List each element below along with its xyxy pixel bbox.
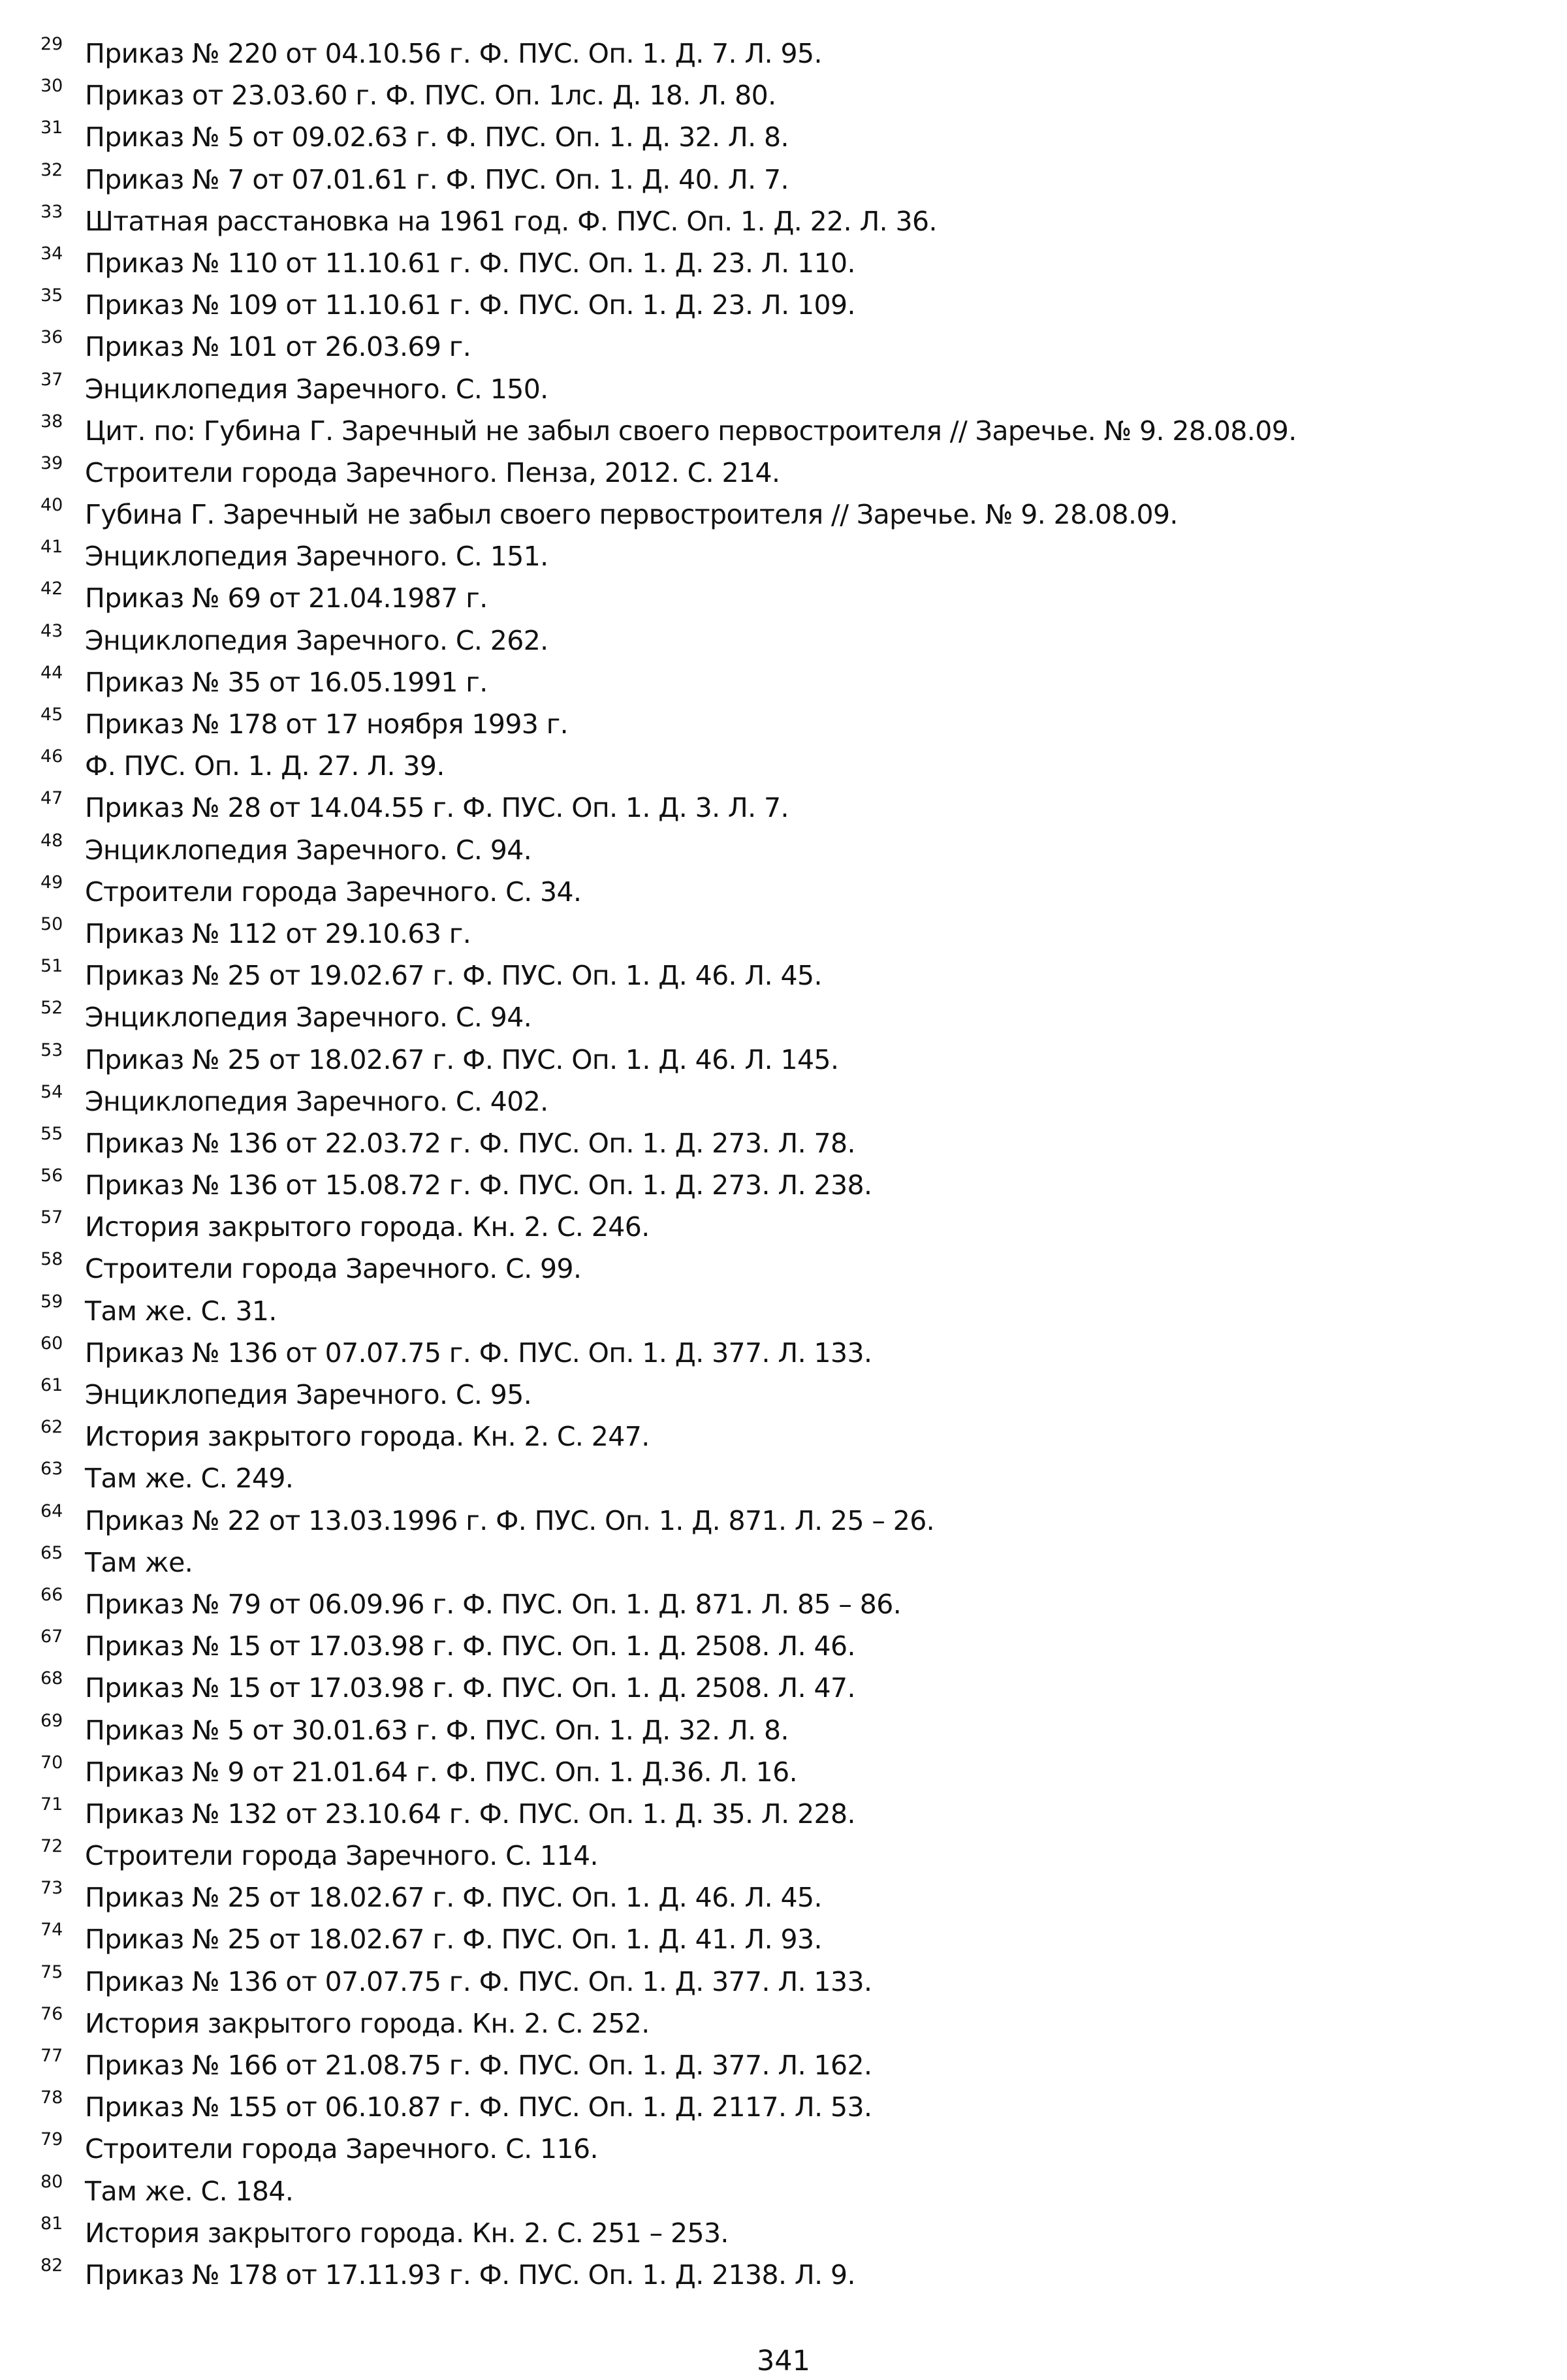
footnote-item (37, 2170, 1538, 2212)
footnote-number: 61 (40, 1375, 63, 1395)
footnote-text: Приказ № 220 от 04.10.56 г. Ф. ПУС. Оп. 1. Д. 7. Л. 95. (85, 38, 822, 69)
footnote-text: Приказ № 25 от 18.02.67 г. Ф. ПУС. Оп. 1. Д. 46. Л. 145. (85, 1043, 839, 1075)
footnote-number: 49 (40, 872, 63, 893)
footnote-item (37, 159, 1538, 200)
footnote-text: Строители города Заречного. Пенза, 2012. С. 214. (85, 456, 780, 488)
footnote-item (37, 2044, 1538, 2086)
footnote-number: 57 (40, 1207, 63, 1228)
footnote-item (37, 116, 1538, 158)
footnote-number: 64 (40, 1500, 63, 1521)
footnote-number: 63 (40, 1459, 63, 1480)
footnote-text: Приказ № 155 от 06.10.87 г. Ф. ПУС. Оп. 1. Д. 2117. Л. 53. (85, 2091, 872, 2123)
footnote-item (37, 2086, 1538, 2128)
footnote-item (37, 1164, 1538, 1206)
footnote-number: 55 (40, 1123, 63, 1144)
footnote-text: Строители города Заречного. С. 116. (85, 2133, 598, 2165)
footnote-item (37, 577, 1538, 619)
footnote-text: Приказ № 25 от 18.02.67 г. Ф. ПУС. Оп. 1. Д. 46. Л. 45. (85, 1882, 822, 1914)
footnote-item (37, 1709, 1538, 1751)
footnote-number: 68 (40, 1668, 63, 1689)
footnote-number: 50 (40, 913, 63, 934)
footnote-item (37, 33, 1538, 74)
footnote-number: 81 (40, 2213, 63, 2234)
footnote-text: Приказ № 25 от 18.02.67 г. Ф. ПУС. Оп. 1. Д. 41. Л. 93. (85, 1924, 822, 1956)
footnote-number: 58 (40, 1249, 63, 1270)
footnote-item (37, 410, 1538, 452)
footnote-item (37, 2212, 1538, 2254)
footnote-text: Приказ № 15 от 17.03.98 г. Ф. ПУС. Оп. 1. Д. 2508. Л. 46. (85, 1630, 855, 1662)
footnote-text: Приказ № 112 от 29.10.63 г. (85, 917, 471, 949)
footnote-item (37, 1290, 1538, 1332)
footnote-item (37, 1961, 1538, 2003)
footnote-item (37, 1625, 1538, 1667)
footnote-text: Приказ № 7 от 07.01.61 г. Ф. ПУС. Оп. 1. Д. 40. Л. 7. (85, 163, 789, 195)
footnote-number: 65 (40, 1542, 63, 1563)
footnote-text: Приказ № 110 от 11.10.61 г. Ф. ПУС. Оп. 1. Д. 23. Л. 110. (85, 247, 855, 279)
footnote-item (37, 1667, 1538, 1709)
footnote-number: 77 (40, 2046, 63, 2066)
footnote-text: Цит. по: Губина Г. Заречный не забыл своего первостроителя // Заречье. № 9. 28.08.09. (85, 415, 1297, 447)
footnote-number: 45 (40, 705, 63, 725)
footnote-number: 59 (40, 1291, 63, 1312)
footnote-number: 74 (40, 1920, 63, 1941)
footnote-item (37, 829, 1538, 871)
footnote-item (37, 745, 1538, 787)
footnote-number: 42 (40, 579, 63, 599)
footnote-text: История закрытого города. Кн. 2. С. 247. (85, 1421, 650, 1453)
footnote-text: Приказ № 101 от 26.03.69 г. (85, 331, 471, 363)
footnote-text: Приказ № 9 от 21.01.64 г. Ф. ПУС. Оп. 1. Д.36. Л. 16. (85, 1756, 797, 1788)
footnote-item (37, 620, 1538, 661)
footnote-text: История закрытого города. Кн. 2. С. 251 – 253. (85, 2217, 729, 2249)
footnote-number: 52 (40, 998, 63, 1019)
footnote-text: Ф. ПУС. Оп. 1. Д. 27. Л. 39. (85, 750, 445, 782)
footnote-text: Приказ № 22 от 13.03.1996 г. Ф. ПУС. Оп. 1. Д. 871. Л. 25 – 26. (85, 1504, 935, 1536)
footnote-item (37, 913, 1538, 955)
footnote-item (37, 996, 1538, 1038)
footnote-number: 31 (40, 118, 63, 138)
footnote-number: 36 (40, 327, 63, 348)
footnote-number: 43 (40, 620, 63, 641)
footnote-text: Приказ № 28 от 14.04.55 г. Ф. ПУС. Оп. 1. Д. 3. Л. 7. (85, 792, 789, 824)
footnote-number: 70 (40, 1752, 63, 1773)
footnote-item (37, 661, 1538, 703)
footnote-text: Приказ № 136 от 07.07.75 г. Ф. ПУС. Оп. 1. Д. 377. Л. 133. (85, 1337, 872, 1369)
footnote-text: Приказ № 25 от 19.02.67 г. Ф. ПУС. Оп. 1. Д. 46. Л. 45. (85, 960, 822, 992)
footnote-text: Там же. С. 184. (85, 2175, 294, 2207)
footnote-number: 62 (40, 1417, 63, 1438)
footnote-item (37, 74, 1538, 116)
footnote-text: Губина Г. Заречный не забыл своего первостроителя // Заречье. № 9. 28.08.09. (85, 499, 1178, 531)
footnote-item (37, 1248, 1538, 1290)
footnote-text: Приказ № 166 от 21.08.75 г. Ф. ПУС. Оп. 1. Д. 377. Л. 162. (85, 2050, 872, 2081)
footnote-item (37, 1039, 1538, 1081)
footnote-text: Приказ № 15 от 17.03.98 г. Ф. ПУС. Оп. 1. Д. 2508. Л. 47. (85, 1672, 855, 1704)
footnote-item (37, 955, 1538, 996)
footnote-text: Приказ № 35 от 16.05.1991 г. (85, 666, 488, 698)
footnote-item (37, 1751, 1538, 1793)
footnote-item (37, 242, 1538, 284)
footnote-number: 48 (40, 830, 63, 851)
footnote-number: 44 (40, 662, 63, 683)
footnote-text: Там же. С. 249. (85, 1463, 294, 1495)
footnote-number: 34 (40, 243, 63, 264)
footnote-item (37, 1122, 1538, 1164)
footnote-item (37, 1374, 1538, 1416)
footnote-item (37, 1877, 1538, 1918)
footnote-number: 51 (40, 956, 63, 977)
footnote-item (37, 1793, 1538, 1835)
footnote-number: 35 (40, 285, 63, 306)
footnote-text: Энциклопедия Заречного. С. 95. (85, 1379, 532, 1410)
footnote-text: Приказ № 5 от 09.02.63 г. Ф. ПУС. Оп. 1. Д. 32. Л. 8. (85, 121, 789, 153)
footnote-item (37, 1835, 1538, 1877)
footnote-text: Энциклопедия Заречного. С. 151. (85, 541, 548, 573)
footnote-number: 69 (40, 1710, 63, 1731)
footnote-number: 60 (40, 1333, 63, 1354)
footnote-item (37, 200, 1538, 242)
footnote-text: Приказ № 178 от 17.11.93 г. Ф. ПУС. Оп. 1. Д. 2138. Л. 9. (85, 2259, 855, 2291)
footnote-number: 53 (40, 1039, 63, 1060)
footnote-number: 71 (40, 1794, 63, 1815)
footnote-number: 29 (40, 34, 63, 54)
footnote-number: 78 (40, 2087, 63, 2108)
footnote-text: Энциклопедия Заречного. С. 150. (85, 373, 548, 405)
footnote-number: 73 (40, 1878, 63, 1899)
footnote-item (37, 1918, 1538, 1960)
footnote-text: Там же. (85, 1546, 193, 1578)
footnote-text: Там же. С. 31. (85, 1295, 277, 1327)
footnote-number: 66 (40, 1584, 63, 1605)
page-number: 341 (756, 2345, 811, 2377)
footnote-text: Строители города Заречного. С. 99. (85, 1253, 582, 1285)
footnote-item (37, 1416, 1538, 1457)
footnote-number: 37 (40, 369, 63, 390)
footnote-item (37, 2128, 1538, 2170)
footnote-item (37, 494, 1538, 535)
footnote-text: Приказ № 136 от 22.03.72 г. Ф. ПУС. Оп. 1. Д. 273. Л. 78. (85, 1127, 855, 1159)
footnote-item (37, 1081, 1538, 1122)
footnote-text: Приказ № 79 от 06.09.96 г. Ф. ПУС. Оп. 1. Д. 871. Л. 85 – 86. (85, 1588, 902, 1620)
footnote-item (37, 1500, 1538, 1542)
footnote-item (37, 1206, 1538, 1248)
footnote-text: Энциклопедия Заречного. С. 262. (85, 624, 548, 656)
footnote-item (37, 2254, 1538, 2296)
footnote-item (37, 1542, 1538, 1583)
footnote-number: 76 (40, 2003, 63, 2024)
footnote-text: Строители города Заречного. С. 34. (85, 876, 582, 908)
footnote-item (37, 452, 1538, 494)
footnote-text: Приказ от 23.03.60 г. Ф. ПУС. Оп. 1лс. Д. 18. Л. 80. (85, 80, 776, 112)
footnote-number: 33 (40, 201, 63, 222)
footnote-number: 46 (40, 746, 63, 767)
footnote-number: 82 (40, 2255, 63, 2276)
footnote-item (37, 368, 1538, 410)
footnote-text: Приказ № 109 от 11.10.61 г. Ф. ПУС. Оп. 1. Д. 23. Л. 109. (85, 289, 855, 321)
footnote-number: 38 (40, 411, 63, 432)
footnote-number: 54 (40, 1081, 63, 1102)
footnote-text: Приказ № 132 от 23.10.64 г. Ф. ПУС. Оп. 1. Д. 35. Л. 228. (85, 1798, 855, 1830)
footnote-text: Штатная расстановка на 1961 год. Ф. ПУС. Оп. 1. Д. 22. Л. 36. (85, 205, 937, 237)
footnote-text: Приказ № 5 от 30.01.63 г. Ф. ПУС. Оп. 1. Д. 32. Л. 8. (85, 1714, 789, 1746)
footnote-item (37, 2003, 1538, 2044)
footnote-item (37, 703, 1538, 745)
footnote-number: 47 (40, 788, 63, 809)
footnote-number: 39 (40, 452, 63, 473)
footnote-text: Приказ № 69 от 21.04.1987 г. (85, 582, 488, 614)
footnote-number: 75 (40, 1961, 63, 1982)
footnote-text: Энциклопедия Заречного. С. 94. (85, 1002, 532, 1034)
footnote-item (37, 326, 1538, 368)
footnote-text: Приказ № 178 от 17 ноября 1993 г. (85, 708, 569, 740)
footnote-item (37, 535, 1538, 577)
footnote-item (37, 787, 1538, 829)
footnote-item (37, 871, 1538, 913)
footnotes-list (37, 33, 1538, 2296)
footnote-text: Строители города Заречного. С. 114. (85, 1840, 598, 1872)
footnote-text: История закрытого города. Кн. 2. С. 246. (85, 1211, 650, 1243)
footnote-number: 41 (40, 537, 63, 558)
footnote-number: 32 (40, 159, 63, 180)
footnote-item (37, 1583, 1538, 1625)
footnote-text: Приказ № 136 от 07.07.75 г. Ф. ПУС. Оп. 1. Д. 377. Л. 133. (85, 1965, 872, 1997)
footnote-text: Приказ № 136 от 15.08.72 г. Ф. ПУС. Оп. 1. Д. 273. Л. 238. (85, 1169, 872, 1201)
footnote-number: 80 (40, 2171, 63, 2192)
footnote-number: 72 (40, 1836, 63, 1857)
footnote-number: 30 (40, 76, 63, 97)
footnote-item (37, 284, 1538, 326)
footnote-text: История закрытого города. Кн. 2. С. 252. (85, 2007, 650, 2039)
footnote-item (37, 1457, 1538, 1499)
footnote-number: 56 (40, 1166, 63, 1186)
footnote-item (37, 1332, 1538, 1374)
footnote-text: Энциклопедия Заречного. С. 402. (85, 1085, 548, 1117)
footnote-number: 67 (40, 1626, 63, 1647)
footnote-number: 40 (40, 495, 63, 516)
footnote-text: Энциклопедия Заречного. С. 94. (85, 834, 532, 866)
footnote-number: 79 (40, 2129, 63, 2150)
